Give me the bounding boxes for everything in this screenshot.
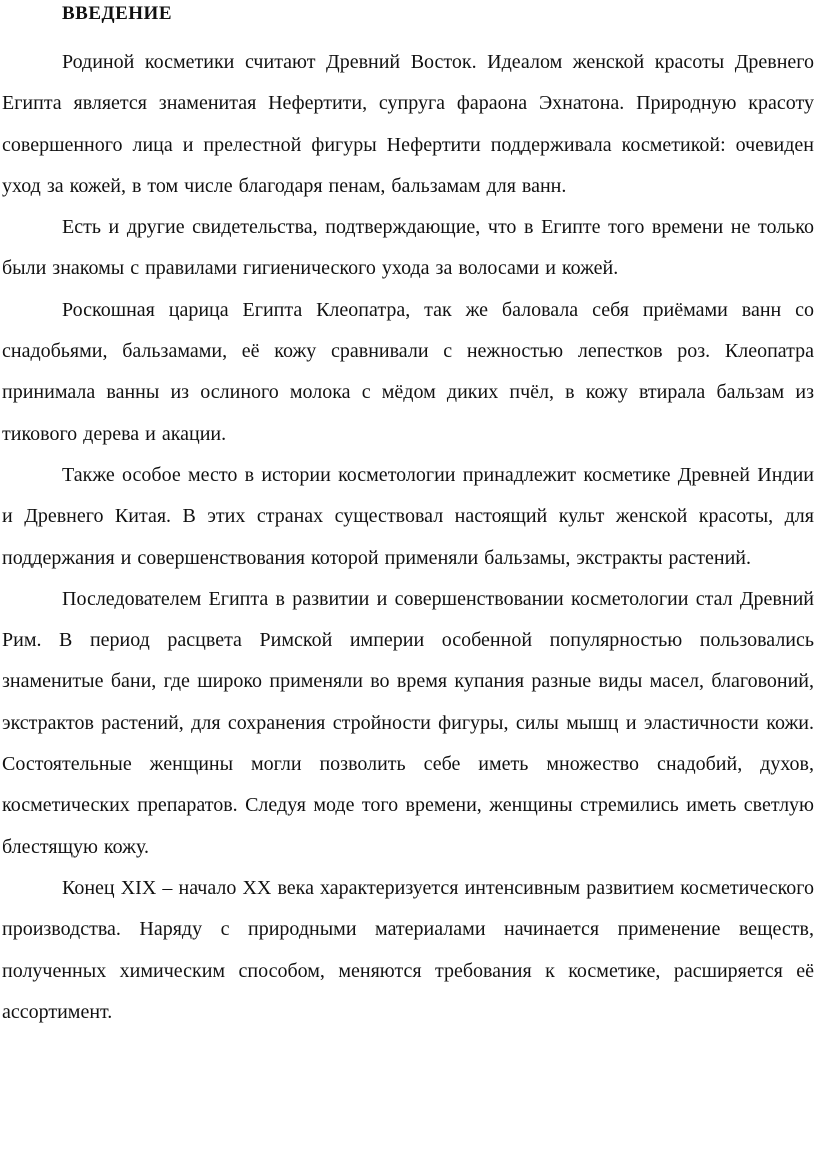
paragraph-modern-era: Конец XIX – начало XX века характеризуется интенсивным развитием косметического производства. Наряду с природными материалами начинается применение веществ, полученных химическим способом, меняются требования к косметике, расширяется её ассортимент. (2, 876, 814, 1023)
page-heading: ВВЕДЕНИЕ (62, 3, 172, 24)
paragraph-india-china: Также особое место в истории косметологии принадлежит косметике Древней Индии и Древнего Китая. В этих странах существовал настоящий культ женской красоты, для поддержания и совершенствования которой применяли бальзамы, экстракты растений. (2, 463, 814, 569)
paragraph-rome: Последователем Египта в развитии и совершенствовании косметологии стал Древний Рим. В период расцвета Римской империи особенной популярностью пользовались знаменитые бани, где широко применяли во время купания разные виды масел, благовоний, экстрактов растений, для сохранения стройности фигуры, силы мышц и эластичности кожи. Состоятельные женщины могли позволить себе иметь множество снадобий, духов, косметических препаратов. Следуя моде того времени, женщины стремились иметь светлую блестящую кожу. (2, 587, 814, 858)
paragraph-egypt-hygiene: Есть и другие свидетельства, подтверждающие, что в Египте того времени не только были знакомы с правилами гигиенического ухода за волосами и кожей. (2, 216, 814, 280)
paragraph-egypt-origins: Родиной косметики считают Древний Восток. Идеалом женской красоты Древнего Египта является знаменитая Нефертити, супруга фараона Эхнатона. Природную красоту совершенного лица и прелестной фигуры Нефертити поддерживала косметикой: очевиден уход за кожей, в том числе благодаря пенам, бальзамам для ванн. (2, 51, 814, 197)
paragraph-cleopatra: Роскошная царица Египта Клеопатра, так же баловала себя приёмами ванн со снадобьями, бальзамами, её кожу сравнивали с нежностью лепестков роз. Клеопатра принимала ванны из ослиного молока с мёдом диких пчёл, в кожу втирала бальзам из тикового дерева и акации. (2, 298, 814, 445)
